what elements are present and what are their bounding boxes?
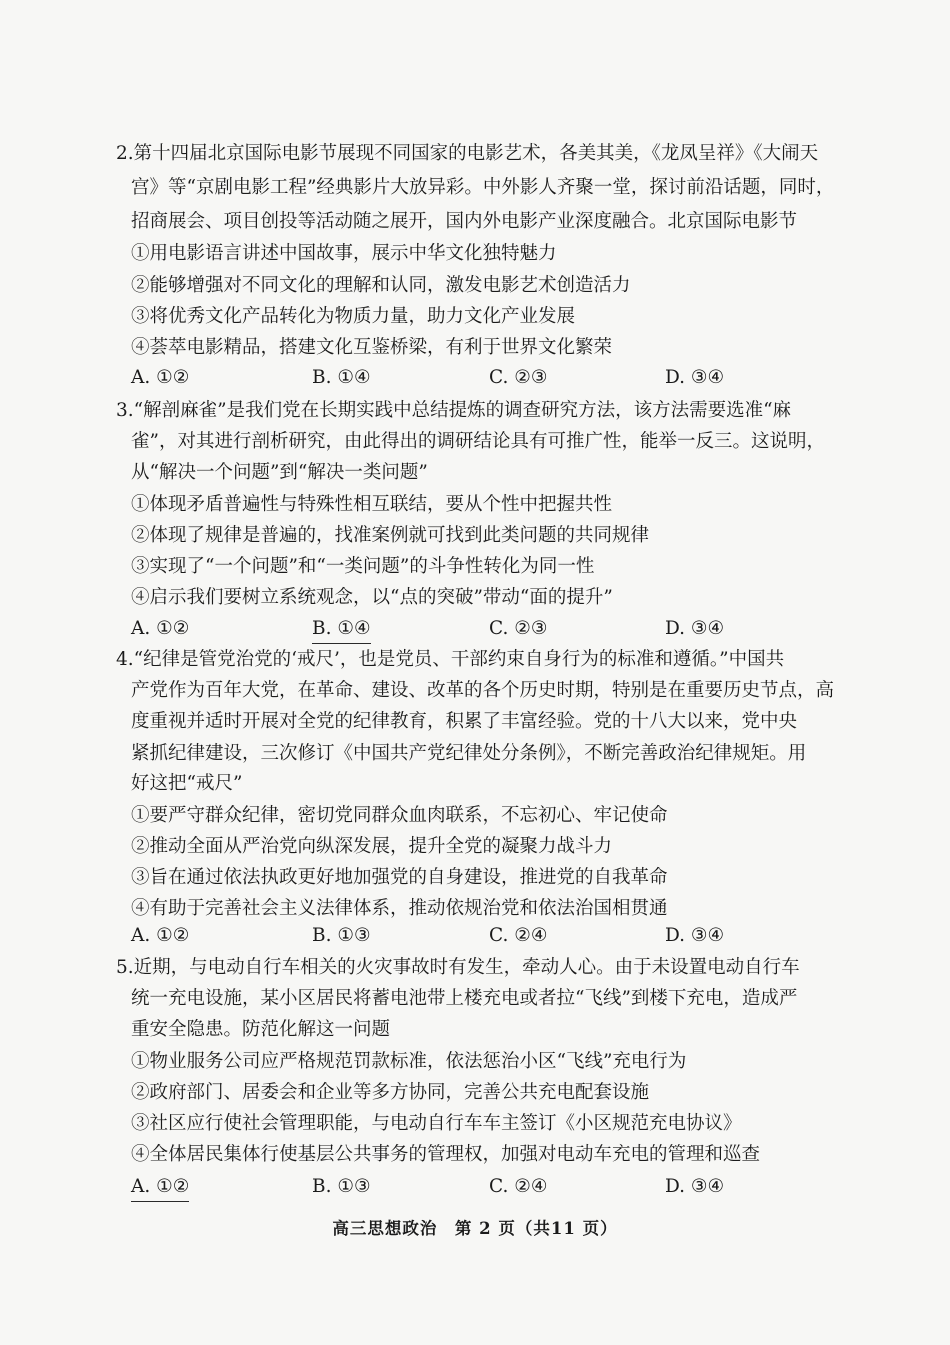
option-b[interactable]: B. ①③	[312, 925, 371, 946]
statement-2: ②推动全面从严治党向纵深发展，提升全党的凝聚力战斗力	[131, 836, 613, 857]
option-b[interactable]: B. ①③	[312, 1176, 371, 1197]
answer-options	[0, 923, 950, 949]
statement-1: ①体现矛盾普遍性与特殊性相互联结，要从个性中把握共性	[131, 494, 613, 515]
statement-4: ④荟萃电影精品，搭建文化互鉴桥梁，有利于世界文化繁荣	[131, 337, 613, 358]
answer-options	[0, 365, 950, 391]
statement-1: ①物业服务公司应严格规范罚款标准，依法惩治小区“飞线”充电行为	[131, 1051, 687, 1072]
option-d[interactable]: D. ③④	[665, 925, 725, 946]
option-d[interactable]: D. ③④	[665, 618, 725, 639]
statement-2: ②能够增强对不同文化的理解和认同，激发电影艺术创造活力	[131, 275, 631, 296]
question-stem-line: 5.近期，与电动自行车相关的火灾事故时有发生，牵动人心。由于未设置电动自行车	[116, 957, 800, 978]
question-stem-line: 产党作为百年大党，在革命、建设、改革的各个历史时期，特别是在重要历史节点，高	[131, 680, 835, 701]
question-stem-line: 紧抓纪律建设，三次修订《中国共产党纪律处分条例》，不断完善政治纪律规矩。用	[131, 743, 807, 764]
option-c[interactable]: C. ②④	[489, 925, 548, 946]
option-b[interactable]: B. ①④	[312, 616, 371, 644]
option-d[interactable]: D. ③④	[665, 1176, 725, 1197]
statement-4: ④有助于完善社会主义法律体系，推动依规治党和依法治国相贯通	[131, 898, 668, 919]
question-stem-line: 好这把“戒尺”	[131, 773, 243, 794]
statement-1: ①用电影语言讲述中国故事，展示中华文化独特魅力	[131, 243, 557, 264]
option-a[interactable]: A. ①②	[131, 925, 190, 946]
question-stem-line: 从“解决一个问题”到“解决一类问题”	[131, 462, 428, 483]
answer-options	[0, 1174, 950, 1200]
question-stem-line: 2.第十四届北京国际电影节展现不同国家的电影艺术，各美其美，《龙凤呈祥》《大闹天	[116, 143, 819, 164]
answer-options	[0, 616, 950, 642]
question-stem-line: 雀”，对其进行剖析研究，由此得出的调研结论具有可推广性，能举一反三。这说明，	[131, 431, 825, 452]
statement-3: ③实现了“一个问题”和“一类问题”的斗争性转化为同一性	[131, 556, 595, 577]
statement-2: ②政府部门、居委会和企业等多方协同，完善公共充电配套设施	[131, 1082, 650, 1103]
question-stem-line: 招商展会、项目创投等活动随之展开，国内外电影产业深度融合。北京国际电影节	[131, 211, 798, 232]
option-a[interactable]: A. ①②	[131, 618, 190, 639]
statement-3: ③社区应行使社会管理职能，与电动自行车车主签订《小区规范充电协议》	[131, 1113, 742, 1134]
option-c[interactable]: C. ②③	[489, 367, 548, 388]
option-b[interactable]: B. ①④	[312, 367, 371, 388]
question-stem-line: 4.“纪律是管党治党的‘戒尺’，也是党员、干部约束自身行为的标准和遵循。”中国共	[116, 649, 785, 670]
option-c[interactable]: C. ②③	[489, 618, 548, 639]
question-stem-line: 宫》等“京剧电影工程”经典影片大放异彩。中外影人齐聚一堂，探讨前沿话题，同时，	[131, 177, 835, 198]
option-a[interactable]: A. ①②	[131, 1174, 189, 1202]
statement-4: ④全体居民集体行使基层公共事务的管理权，加强对电动车充电的管理和巡查	[131, 1144, 761, 1165]
statement-2: ②体现了规律是普遍的，找准案例就可找到此类问题的共同规律	[131, 525, 650, 546]
question-stem-line: 统一充电设施，某小区居民将蓄电池带上楼充电或者拉“飞线”到楼下充电，造成严	[131, 988, 798, 1009]
question-stem-line: 重安全隐患。防范化解这一问题	[131, 1019, 391, 1040]
option-c[interactable]: C. ②④	[489, 1176, 548, 1197]
option-d[interactable]: D. ③④	[665, 367, 725, 388]
question-stem-line: 度重视并适时开展对全党的纪律教育，积累了丰富经验。党的十八大以来，党中央	[131, 711, 798, 732]
question-stem-line: 3.“解剖麻雀”是我们党在长期实践中总结提炼的调查研究方法，该方法需要选准“麻	[116, 400, 792, 421]
statement-1: ①要严守群众纪律，密切党同群众血肉联系，不忘初心、牢记使命	[131, 805, 668, 826]
statement-3: ③旨在通过依法执政更好地加强党的自身建设，推进党的自我革命	[131, 867, 668, 888]
page-footer: 高三思想政治 第 2 页（共11 页）	[332, 1219, 618, 1238]
statement-4: ④启示我们要树立系统观念，以“点的突破”带动“面的提升”	[131, 587, 613, 608]
statement-3: ③将优秀文化产品转化为物质力量，助力文化产业发展	[131, 306, 576, 327]
option-a[interactable]: A. ①②	[131, 367, 190, 388]
